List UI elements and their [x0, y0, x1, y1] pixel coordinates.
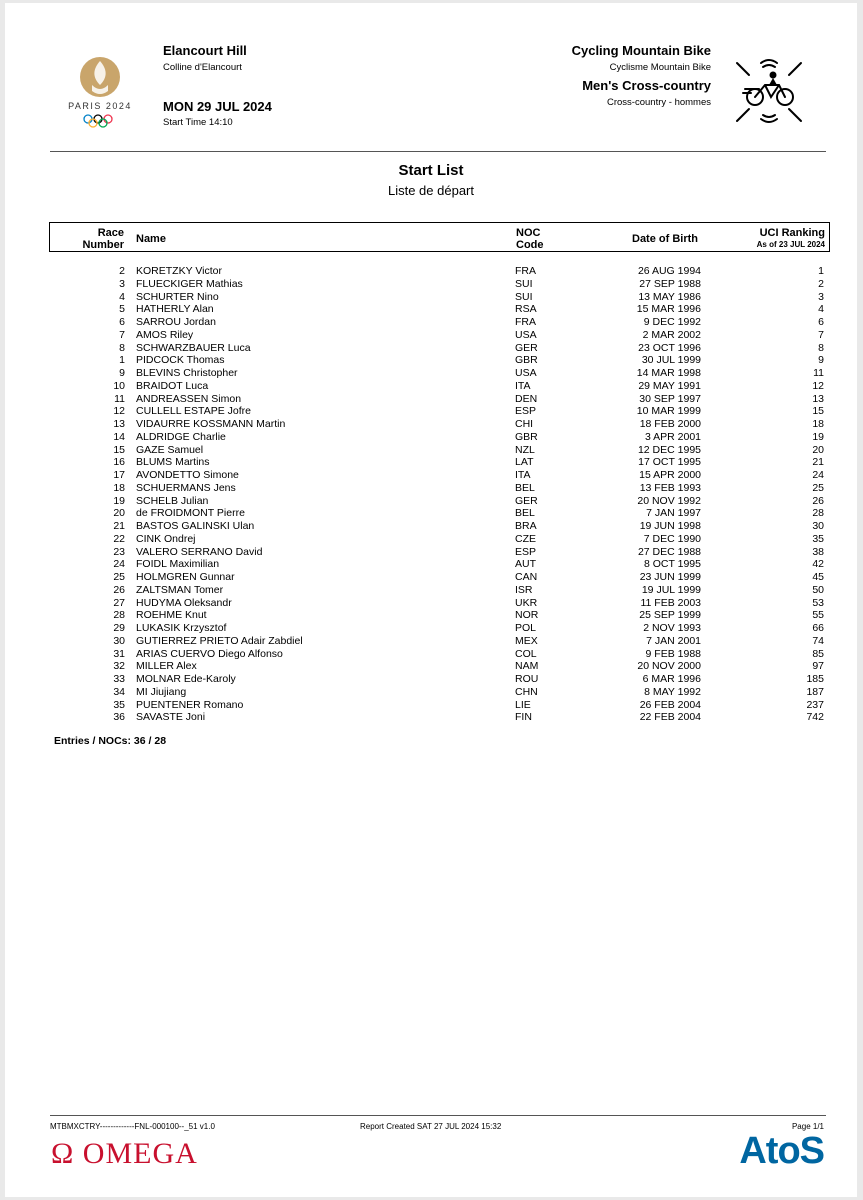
table-row: [49, 418, 830, 431]
uci-ranking: 85: [812, 647, 824, 660]
race-number: 6: [119, 316, 125, 328]
date-of-birth: 20 NOV 1992: [637, 494, 701, 507]
report-created: Report Created SAT 27 JUL 2024 15:32: [360, 1122, 502, 1131]
race-number: 17: [113, 469, 125, 481]
table-row: [49, 291, 830, 304]
uci-ranking: 237: [806, 698, 824, 711]
date-of-birth: 3 APR 2001: [644, 430, 701, 443]
race-number: 19: [113, 494, 125, 507]
paris-2024-logo: [65, 55, 135, 131]
uci-ranking: 30: [812, 520, 824, 532]
athlete-name: ANDREASSEN Simon: [136, 392, 242, 405]
noc-code: ROU: [515, 673, 539, 685]
date-of-birth: 15 MAR 1996: [636, 303, 701, 316]
noc-code: DEN: [515, 392, 538, 405]
race-number: 23: [113, 545, 125, 558]
athlete-name: de FROIDMONT Pierre: [136, 507, 245, 520]
athlete-name: VALERO SERRANO David: [136, 545, 263, 558]
uci-ranking: 21: [812, 456, 824, 469]
uci-ranking: 97: [812, 660, 824, 673]
date-of-birth: 9 FEB 1988: [645, 647, 701, 660]
date-of-birth: 9 DEC 1992: [643, 316, 701, 328]
uci-ranking: 24: [812, 469, 824, 481]
athlete-name: SCHURTER Nino: [136, 290, 219, 303]
athlete-name: MI Jiujiang: [136, 685, 187, 698]
table-row: [49, 329, 830, 342]
athlete-name: BRAIDOT Luca: [136, 379, 209, 392]
noc-code: RSA: [515, 303, 537, 316]
date-of-birth: 26 AUG 1994: [637, 265, 701, 277]
venue-name-fr: Colline d'Elancourt: [163, 62, 242, 73]
noc-code: USA: [515, 367, 537, 379]
uci-ranking: 12: [812, 379, 824, 392]
uci-ranking: 66: [812, 622, 824, 634]
noc-code: CHN: [515, 685, 538, 698]
athlete-name: VIDAURRE KOSSMANN Martin: [136, 418, 286, 430]
table-row: [49, 405, 830, 418]
athlete-name: KORETZKY Victor: [136, 265, 222, 277]
footer-divider: [50, 1115, 826, 1116]
athlete-name: CINK Ondrej: [136, 532, 196, 545]
header-divider: [50, 151, 826, 152]
date-of-birth: 19 JUN 1998: [639, 520, 701, 532]
omega-logo: Ω OMEGA: [51, 1137, 198, 1170]
race-number: 24: [113, 558, 125, 571]
table-row: [49, 265, 830, 278]
race-number: 36: [113, 711, 125, 724]
athlete-name: AVONDETTO Simone: [136, 469, 239, 481]
noc-code: FIN: [515, 711, 532, 724]
event-date: MON 29 JUL 2024: [163, 99, 272, 114]
paris-2024-emblem-icon: [65, 55, 135, 131]
athlete-name: MILLER Alex: [136, 660, 197, 673]
noc-code: BRA: [515, 520, 537, 532]
date-of-birth: 6 MAR 1996: [642, 673, 701, 685]
uci-ranking: 25: [812, 481, 824, 494]
athlete-name: BLUMS Martins: [136, 456, 210, 469]
header-dob: Date of Birth: [632, 233, 698, 245]
table-row: [49, 367, 830, 380]
noc-code: UKR: [515, 596, 538, 609]
table-row: [49, 711, 830, 724]
race-number: 18: [113, 481, 125, 494]
race-number: 20: [113, 507, 125, 520]
table-row: [49, 597, 830, 610]
noc-code: NZL: [515, 443, 535, 456]
noc-code: SUI: [515, 290, 533, 303]
uci-ranking: 35: [812, 532, 824, 545]
report-code: MTBMXCTRY-------------FNL-000100--_51 v1.0: [50, 1122, 215, 1131]
noc-code: GER: [515, 341, 538, 354]
race-number: 26: [113, 583, 125, 596]
athlete-name: FOIDL Maximilian: [136, 558, 220, 571]
noc-code: ESP: [515, 545, 537, 558]
race-number: 34: [113, 685, 125, 698]
date-of-birth: 8 OCT 1995: [643, 558, 701, 571]
athlete-name: GAZE Samuel: [136, 443, 204, 456]
athlete-name: HOLMGREN Gunnar: [136, 571, 235, 583]
uci-ranking: 6: [818, 316, 824, 328]
athlete-name: BASTOS GALINSKI Ulan: [136, 520, 255, 532]
date-of-birth: 2 NOV 1993: [643, 622, 701, 634]
race-number: 9: [119, 367, 125, 379]
page-number: Page 1/1: [791, 1122, 824, 1131]
noc-code: BEL: [515, 481, 535, 494]
noc-code: GER: [515, 494, 538, 507]
header-name: Name: [136, 233, 166, 245]
date-of-birth: 27 SEP 1988: [639, 277, 701, 290]
race-number: 33: [113, 673, 125, 685]
date-of-birth: 30 JUL 1999: [641, 354, 701, 367]
uci-ranking: 50: [812, 583, 824, 596]
noc-code: BEL: [515, 507, 535, 520]
sport-name: Cycling Mountain Bike: [571, 43, 711, 58]
athlete-name: HUDYMA Oleksandr: [136, 596, 232, 609]
uci-ranking: 15: [812, 405, 824, 418]
athlete-name: ROEHME Knut: [136, 609, 207, 622]
sport-name-fr: Cyclisme Mountain Bike: [609, 62, 711, 73]
table-header: [49, 222, 830, 252]
document-page: [5, 3, 857, 1197]
header-uci-line1: UCI Ranking: [759, 227, 825, 239]
race-number: 15: [113, 443, 125, 456]
athlete-name: SARROU Jordan: [136, 316, 216, 328]
date-of-birth: 12 DEC 1995: [637, 443, 701, 456]
race-number: 16: [113, 456, 125, 469]
header-race-number: [82, 227, 124, 251]
athlete-name: SCHELB Julian: [136, 494, 209, 507]
race-number: 31: [113, 647, 125, 660]
date-of-birth: 8 MAY 1992: [644, 685, 701, 698]
noc-code: COL: [515, 647, 537, 660]
uci-ranking: 53: [812, 596, 824, 609]
noc-code: ISR: [515, 583, 533, 596]
header-uci-line2: As of 23 JUL 2024: [756, 240, 825, 249]
noc-code: FRA: [515, 265, 536, 277]
athlete-name: ARIAS CUERVO Diego Alfonso: [136, 647, 283, 660]
athlete-name: LUKASIK Krzysztof: [136, 622, 227, 634]
uci-ranking: 55: [812, 609, 824, 622]
race-number: 14: [113, 430, 125, 443]
noc-code: NAM: [515, 660, 539, 673]
event-name-fr: Cross-country - hommes: [607, 97, 711, 108]
race-number: 7: [119, 328, 125, 341]
uci-ranking: 187: [806, 685, 824, 698]
table-row: [49, 495, 830, 508]
uci-ranking: 4: [818, 303, 824, 316]
uci-ranking: 1: [818, 265, 824, 277]
table-row: [49, 507, 830, 520]
start-list-table: [49, 265, 830, 724]
date-of-birth: 29 MAY 1991: [638, 379, 701, 392]
table-row: [49, 686, 830, 699]
table-row: [49, 660, 830, 673]
noc-code: LIE: [515, 698, 531, 711]
table-row: [49, 520, 830, 533]
noc-code: LAT: [515, 456, 534, 469]
header-race-line2: Number: [82, 239, 124, 251]
race-number: 35: [113, 698, 125, 711]
uci-ranking: 7: [818, 328, 824, 341]
noc-code: CHI: [515, 418, 534, 430]
race-number: 25: [113, 571, 125, 583]
uci-ranking: 74: [812, 634, 824, 647]
uci-ranking: 28: [812, 507, 824, 520]
table-row: [49, 354, 830, 367]
athlete-name: HATHERLY Alan: [136, 303, 214, 316]
noc-code: FRA: [515, 316, 536, 328]
table-row: [49, 469, 830, 482]
header-race-line1: Race: [97, 227, 124, 239]
table-row: [49, 571, 830, 584]
noc-code: ESP: [515, 405, 537, 418]
table-row: [49, 431, 830, 444]
noc-code: USA: [515, 328, 537, 341]
table-row: [49, 699, 830, 712]
start-time: Start Time 14:10: [163, 117, 233, 128]
event-name: Men's Cross-country: [582, 78, 711, 93]
table-row: [49, 303, 830, 316]
table-row: [49, 278, 830, 291]
table-row: [49, 316, 830, 329]
table-row: [49, 648, 830, 661]
athlete-name: MOLNAR Ede-Karoly: [136, 673, 236, 685]
date-of-birth: 15 APR 2000: [639, 469, 701, 481]
noc-code: ITA: [515, 469, 531, 481]
noc-code: GBR: [515, 354, 538, 367]
date-of-birth: 18 FEB 2000: [639, 418, 701, 430]
table-row: [49, 635, 830, 648]
header-noc: [516, 227, 544, 251]
date-of-birth: 13 FEB 1993: [639, 481, 701, 494]
header-uci-ranking: [757, 227, 825, 251]
race-number: 22: [113, 532, 125, 545]
race-number: 5: [119, 303, 125, 316]
svg-text:PARIS 2024: PARIS 2024: [68, 101, 132, 111]
athlete-name: ALDRIDGE Charlie: [136, 430, 226, 443]
uci-ranking: 742: [806, 711, 824, 724]
atos-logo: AtoS: [739, 1130, 824, 1172]
table-row: [49, 622, 830, 635]
athlete-name: GUTIERREZ PRIETO Adair Zabdiel: [136, 634, 303, 647]
table-row: [49, 342, 830, 355]
uci-ranking: 42: [812, 558, 824, 571]
date-of-birth: 17 OCT 1995: [638, 456, 701, 469]
date-of-birth: 23 OCT 1996: [638, 341, 701, 354]
noc-code: AUT: [515, 558, 536, 571]
uci-ranking: 11: [813, 367, 824, 379]
race-number: 32: [113, 660, 125, 673]
date-of-birth: 13 MAY 1986: [638, 290, 701, 303]
date-of-birth: 20 NOV 2000: [637, 660, 701, 673]
table-row: [49, 584, 830, 597]
athlete-name: AMOS Riley: [136, 328, 194, 341]
venue-name: Elancourt Hill: [163, 43, 247, 58]
athlete-name: SCHUERMANS Jens: [136, 481, 236, 494]
noc-code: CZE: [515, 532, 536, 545]
race-number: 10: [113, 379, 125, 392]
table-row: [49, 380, 830, 393]
athlete-name: SAVASTE Joni: [136, 711, 206, 724]
table-row: [49, 444, 830, 457]
race-number: 1: [119, 354, 125, 367]
date-of-birth: 27 DEC 1988: [637, 545, 701, 558]
race-number: 12: [113, 405, 125, 418]
athlete-name: BLEVINS Christopher: [136, 367, 238, 379]
race-number: 30: [113, 634, 125, 647]
noc-code: POL: [515, 622, 537, 634]
race-number: 28: [113, 609, 125, 622]
date-of-birth: 22 FEB 2004: [639, 711, 701, 724]
table-row: [49, 482, 830, 495]
table-row: [49, 456, 830, 469]
uci-ranking: 8: [818, 341, 824, 354]
uci-ranking: 185: [806, 673, 824, 685]
uci-ranking: 3: [818, 290, 824, 303]
date-of-birth: 26 FEB 2004: [639, 698, 701, 711]
race-number: 11: [114, 392, 125, 405]
race-number: 8: [119, 341, 125, 354]
date-of-birth: 25 SEP 1999: [639, 609, 701, 622]
uci-ranking: 20: [812, 443, 824, 456]
athlete-name: SCHWARZBAUER Luca: [136, 341, 251, 354]
athlete-name: FLUECKIGER Mathias: [136, 277, 243, 290]
date-of-birth: 23 JUN 1999: [639, 571, 701, 583]
race-number: 21: [113, 520, 125, 532]
table-row: [49, 546, 830, 559]
uci-ranking: 38: [812, 545, 824, 558]
athlete-name: PIDCOCK Thomas: [136, 354, 225, 367]
noc-code: ITA: [515, 379, 531, 392]
race-number: 29: [113, 622, 125, 634]
athlete-name: CULLELL ESTAPE Jofre: [136, 405, 251, 418]
table-row: [49, 533, 830, 546]
noc-code: SUI: [515, 277, 533, 290]
date-of-birth: 7 JAN 1997: [646, 507, 701, 520]
uci-ranking: 19: [812, 430, 824, 443]
race-number: 13: [113, 418, 125, 430]
race-number: 4: [119, 290, 125, 303]
mountain-bike-pictogram-icon: [733, 53, 805, 129]
date-of-birth: 10 MAR 1999: [636, 405, 701, 418]
table-row: [49, 558, 830, 571]
athlete-name: PUENTENER Romano: [136, 698, 244, 711]
uci-ranking: 9: [818, 354, 824, 367]
page-title: Start List: [398, 162, 464, 179]
uci-ranking: 26: [812, 494, 824, 507]
date-of-birth: 30 SEP 1997: [639, 392, 701, 405]
uci-ranking: 2: [818, 277, 824, 290]
noc-code: NOR: [515, 609, 539, 622]
table-row: [49, 673, 830, 686]
page-subtitle: Liste de départ: [387, 183, 474, 198]
noc-code: CAN: [515, 571, 538, 583]
noc-code: GBR: [515, 430, 538, 443]
table-row: [49, 393, 830, 406]
uci-ranking: 13: [812, 392, 824, 405]
race-number: 27: [113, 596, 125, 609]
race-number: 3: [119, 277, 125, 290]
header-noc-line1: NOC: [516, 227, 541, 239]
date-of-birth: 14 MAR 1998: [636, 367, 701, 379]
date-of-birth: 7 DEC 1990: [643, 532, 701, 545]
header-noc-line2: Code: [516, 239, 544, 251]
noc-code: MEX: [515, 634, 538, 647]
date-of-birth: 2 MAR 2002: [642, 328, 701, 341]
date-of-birth: 7 JAN 2001: [646, 634, 701, 647]
uci-ranking: 45: [812, 571, 824, 583]
table-row: [49, 609, 830, 622]
entries-summary: Entries / NOCs: 36 / 28: [54, 735, 167, 747]
date-of-birth: 11 FEB 2003: [640, 596, 701, 609]
athlete-name: ZALTSMAN Tomer: [136, 583, 224, 596]
uci-ranking: 18: [812, 418, 824, 430]
race-number: 2: [119, 265, 125, 277]
date-of-birth: 19 JUL 1999: [641, 583, 701, 596]
